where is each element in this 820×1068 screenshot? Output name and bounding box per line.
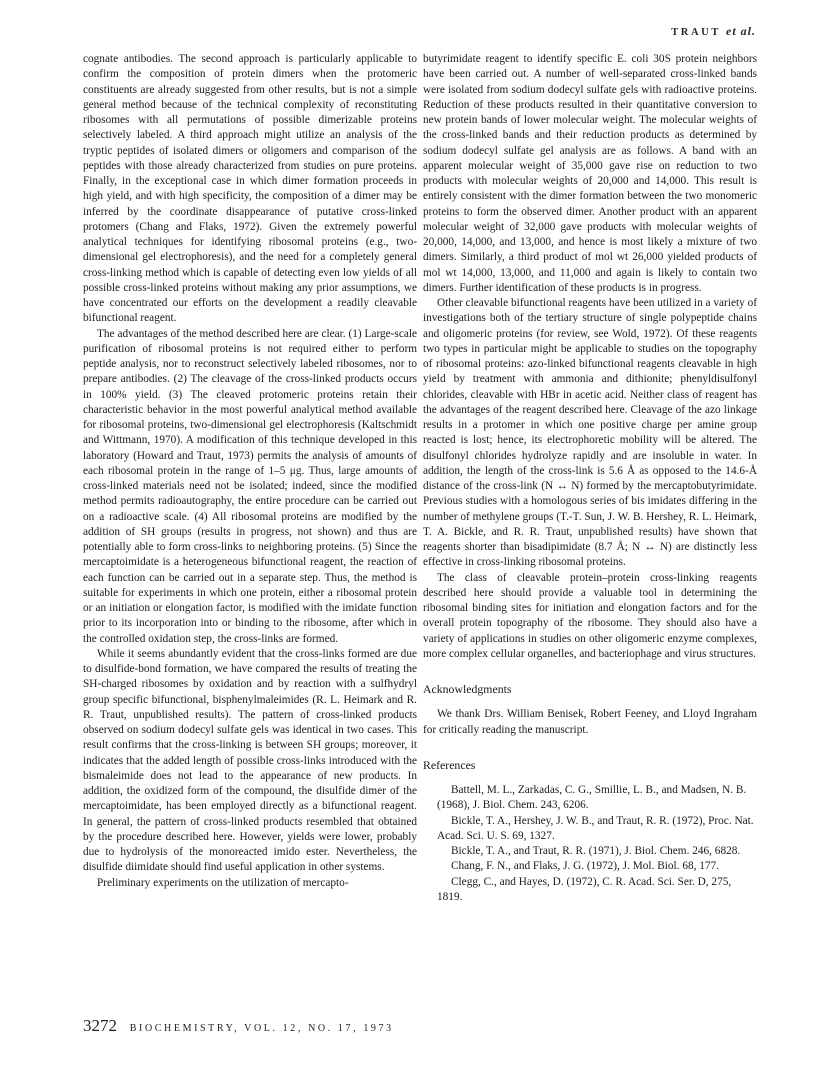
right-column — [423, 52, 757, 905]
page-footer — [83, 1016, 394, 1036]
left-paragraph-4: Preliminary experiments on the utilization of mercapto- — [97, 876, 349, 889]
reference-item: Clegg, C., and Hayes, D. (1972), C. R. Acad. Sci. Ser. D, 275, 1819. — [437, 875, 732, 903]
right-paragraph-3: The class of cleavable protein–protein cross-linking reagents described here should provide a valuable tool in determining the ribosomal binding sites for initiation and elongation factors and for the overall protein topography of the ribosome. They should also have a variety of applications in studies on other oligomeric enzyme complexes, more complex cellular organelles, and bacteriophage and virus structures. — [423, 571, 757, 660]
acknowledgments-heading: Acknowledgments — [423, 682, 512, 696]
reference-list — [423, 783, 757, 905]
reference-item: Battell, M. L., Zarkadas, C. G., Smillie, L. B., and Madsen, N. B. (1968), J. Biol. Chem. 243, 6206. — [437, 784, 747, 812]
reference-item: Bickle, T. A., and Traut, R. R. (1971), J. Biol. Chem. 246, 6828. — [451, 845, 741, 857]
journal-citation: BIOCHEMISTRY, VOL. 12, NO. 17, 1973 — [129, 1023, 394, 1034]
running-head — [671, 24, 756, 39]
reference-item: Bickle, T. A., Hershey, J. W. B., and Traut, R. R. (1972), Proc. Nat. Acad. Sci. U. S. 69, 1327. — [437, 814, 754, 842]
page-number: 3272 — [83, 1016, 117, 1035]
reference-item: Chang, F. N., and Flaks, J. G. (1972), J. Mol. Biol. 68, 177. — [451, 860, 720, 873]
running-head-etal: et al. — [726, 24, 756, 38]
left-paragraph-3: While it seems abundantly evident that the cross-links formed are due to disulfide-bond formation, we have compared the results of treating the SH-charged ribosomes by oxidation and by reaction with a sulfhydryl group specific bifunctional, bisphenylmaleimides (R. L. Heimark and R. R. Traut, unpublished results). The pattern of cross-linked products observed on sodium dodecyl sulfate gels was identical in two cases. This result confirms that the cross-linking is between SH groups; moreover, it indicates that the added length of possible cross-links introduced with the bismaleimide does not lead to the appearance of new products. In addition, the oxidized form of the compound, the disulfide dimer of the mercaptoimidate, has been employed directly as a bifunctional reagent. In general, the pattern of cross-linked products resembled that obtained by the procedure described here. However, yields were lower, probably due to hydrolysis of the monoreacted imido ester. Nevertheless, the disulfide diimidate should find useful application in other systems. — [83, 647, 417, 874]
left-paragraph-1: cognate antibodies. The second approach is particularly applicable to confirm the composition of protein dimers when the protomeric constituents are already suggested from other results, but is not a simple general method because of the technical complexity of reconstituting ribosomes with all permutations of possible dimerizable proteins selectively labeled. A third approach might utilize an analysis of the tryptic peptides of isolated dimers or oligomers and comparison of the peptides with those already characterized from studies on pure proteins. Finally, in the exceptional case in which dimer formation proceeds in high yield, and with high specificity, the composition of a dimer may be inferred by the coordinate disappearance of putative cross-linked protomers (Chang and Flaks, 1972). Given the extremely powerful analytical techniques for identifying ribosomal proteins (e.g., two-dimensional gel electrophoresis), and the need for a completely general cross-linking method which is capable of detecting even low yields of all possible cross-linked proteins without making any prior assumptions, we have concentrated our efforts on the development a readily cleavable bifunctional reagent. — [83, 53, 417, 325]
acknowledgments-text: We thank Drs. William Benisek, Robert Feeney, and Lloyd Ingraham for critically reading the manuscript. — [423, 708, 757, 736]
running-head-author: TRAUT — [671, 27, 721, 38]
references-heading: References — [423, 757, 476, 772]
right-paragraph-2: Other cleavable bifunctional reagents have been utilized in a variety of investigations both of the tertiary structure of single polypeptide chains and oligomeric proteins (for review, see Wold, 1972). Of these reagents two types in particular might be applicable to studies on the topography of ribosomal proteins: azo-linked bifunctional reagents cleavable in high yield by treatment with ammonia and dithionite; phenyldisulfonyl chlorides, cleavable with HBr in acetic acid. Neither class of reagent has the advantages of the reagent described here. Cleavage of the azo linkage results in a protomer in which one positive charge per amine group reacted is lost; hence, its electrophoretic mobility will be altered. The disulfonyl chlorides hydrolyze rapidly and are insoluble in water. In addition, the length of the cross-link is 5.6 Å as opposed to the 14.6-Å distance of the cross-link (N ↔ N) formed by the mercaptobutyrimidate. Previous studies with a homologous series of bis imidates differing in the number of methylene groups (T.-T. Sun, J. W. B. Hershey, R. L. Heimark, T. A. Bickle, and R. R. Traut, unpublished results) have shown that reagents shorter than bisadipimidate (8.7 Å; N ↔ N) are distinctly less effective in cross-linking ribosomal proteins. — [423, 297, 757, 569]
left-column — [83, 52, 417, 891]
right-paragraph-1: butyrimidate reagent to identify specific E. coli 30S protein neighbors have been carried out. A number of well-separated cross-linked bands were isolated from sodium dodecyl sulfate gels with radioactive proteins. Reduction of these products resulted in their quantitative conversion to new protein bands of lower molecular weight. The molecular weights of the cross-linked bands and their reduction products as determined by sodium dodecyl sulfate gel analysis are as follows. A band with an apparent molecular weight of 35,000 gave rise on reduction to two products with molecular weights of 20,000 and 14,000. This result is entirely consistent with the dimer formation between the two monomeric proteins to form the observed dimer. Another product with an apparent molecular weight of 32,000 gave products with molecular weights of 20,000, 14,000, and 13,000, and hence is most likely a mixture of two dimers. Similarly, a third product of mol wt 26,000 yielded products of mol wt 14,000, 13,000, and 11,000 and again is likely to contain two dimers. Further identification of these products is in progress. — [423, 53, 757, 294]
left-paragraph-2: The advantages of the method described here are clear. (1) Large-scale purification of ribosomal proteins is not required either to perform peptide analysis, nor to reconstruct selectively labeled ribosomes, nor to prepare antibodies. (2) The cleavage of the cross-linked products occurs in 100% yield. (3) The cleaved protomeric proteins retain their characteristic behavior in the most powerful analytical method available for ribosomal proteins, two-dimensional gel electrophoresis (Kaltschmidt and Wittmann, 1970). A modification of this technique developed in this laboratory (Howard and Traut, 1973) permits the analysis of amounts of each ribosomal protein in the range of 1–5 μg. Thus, large amounts of cross-linked materials need not be isolated; indeed, since the modified method permits radioautography, the entire procedure can be carried out on a radioactive scale. (4) All ribosomal proteins are modified by the addition of SH groups (results in progress, not shown) and thus are potentially able to form cross-links to neighboring proteins. (5) Since the mercaptoimidate is a heterogeneous bifunctional reagent, the reaction of each function can be carried out in a separate step. Thus, the method is suitable for experiments in which one protein, either a ribosomal protein or an initiation or elongation factor, is modified with the imidate function prior to its incorporation into or binding to the ribosome, after which in the controlled oxidation step, the cross-links are formed. — [83, 327, 417, 645]
